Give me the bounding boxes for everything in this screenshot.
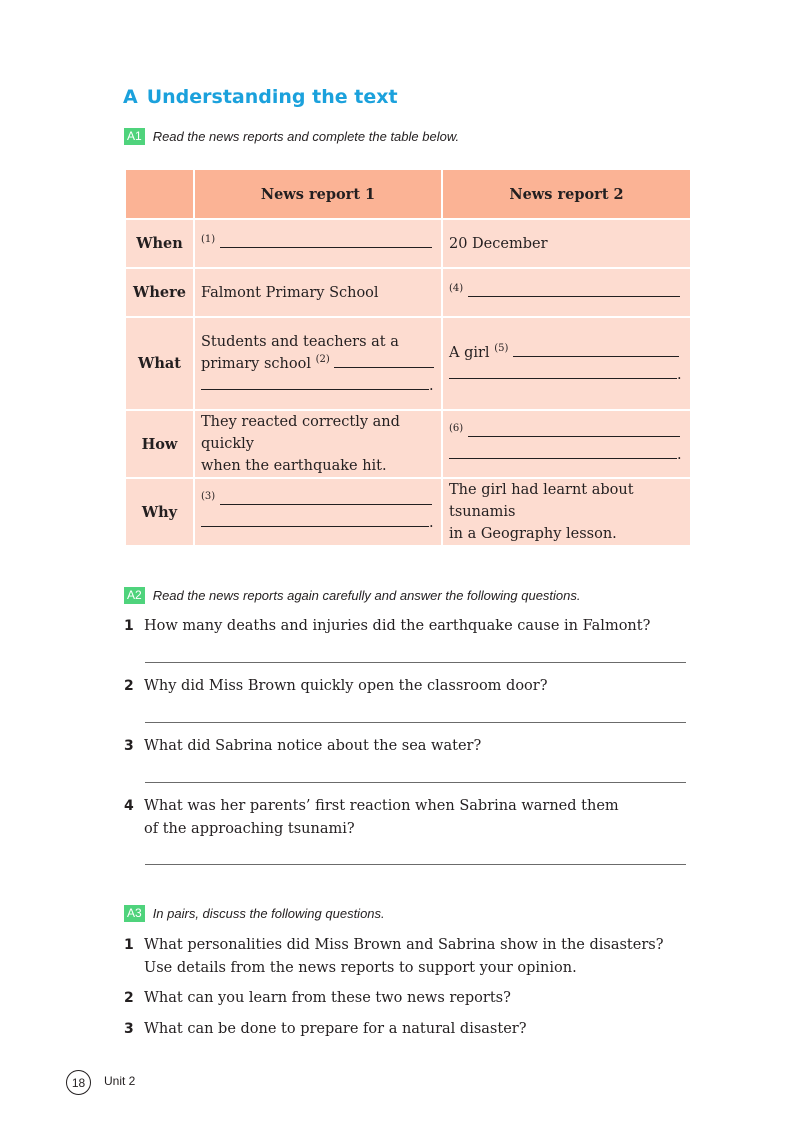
a3-question-3 bbox=[124, 1018, 694, 1041]
a1-badge: A1 bbox=[124, 128, 145, 145]
when-report-2: 20 December bbox=[442, 219, 691, 268]
how-report-1 bbox=[194, 410, 442, 478]
answer-line-q4[interactable] bbox=[145, 864, 686, 865]
a2-badge: A2 bbox=[124, 587, 145, 604]
table-row-how bbox=[125, 410, 691, 478]
what-r1-line2: primary school bbox=[201, 355, 311, 372]
a2-question-3 bbox=[124, 735, 694, 758]
what-report-2 bbox=[442, 317, 691, 410]
what-r1-period: . bbox=[429, 377, 434, 394]
a2-instruction-text: Read the news reports again carefully and answer the following questions. bbox=[152, 588, 581, 603]
why-r2-line2: in a Geography lesson. bbox=[449, 526, 617, 542]
table-row-when bbox=[125, 219, 691, 268]
blank-number-2: (2) bbox=[315, 353, 330, 365]
answer-blank-2b[interactable] bbox=[201, 375, 429, 390]
how-r1-line2: when the earthquake hit. bbox=[201, 458, 387, 474]
a3-question-1 bbox=[124, 934, 664, 980]
row-label-where: Where bbox=[125, 268, 194, 317]
a2-question-number: 3 bbox=[124, 738, 134, 754]
how-r1-line1: They reacted correctly and quickly bbox=[201, 414, 400, 452]
section-letter: A bbox=[123, 86, 138, 108]
answer-line-q1[interactable] bbox=[145, 662, 686, 663]
blank-number-4: (4) bbox=[449, 282, 464, 294]
answer-blank-3a[interactable] bbox=[220, 490, 432, 505]
row-label-when: When bbox=[125, 219, 194, 268]
a3-question-number: 1 bbox=[124, 937, 134, 953]
a2-question-text: How many deaths and injuries did the earthquake cause in Falmont? bbox=[144, 618, 651, 634]
a2-question-2 bbox=[124, 675, 694, 698]
what-r2-period: . bbox=[677, 366, 682, 383]
a3-instruction-text: In pairs, discuss the following questions. bbox=[152, 906, 385, 921]
a2-question-number: 2 bbox=[124, 678, 134, 694]
why-report-2 bbox=[442, 478, 691, 546]
why-r1-period: . bbox=[429, 515, 434, 531]
a3-question-number: 3 bbox=[124, 1021, 134, 1037]
a1-instruction bbox=[124, 127, 459, 146]
table-header-blank bbox=[125, 169, 194, 219]
section-title bbox=[123, 86, 398, 108]
unit-label: Unit 2 bbox=[104, 1074, 136, 1088]
table-row-why bbox=[125, 478, 691, 546]
a3-question-number: 2 bbox=[124, 990, 134, 1006]
what-r1-line1: Students and teachers at a bbox=[201, 333, 399, 350]
table-header-report-2: News report 2 bbox=[442, 169, 691, 219]
answer-blank-5b[interactable] bbox=[449, 364, 677, 379]
answer-line-q2[interactable] bbox=[145, 722, 686, 723]
a2-question-text: What did Sabrina notice about the sea water? bbox=[144, 738, 482, 754]
table-row-where bbox=[125, 268, 691, 317]
a2-question-4 bbox=[124, 795, 634, 841]
row-label-what: What bbox=[125, 317, 194, 410]
how-r2-period: . bbox=[677, 447, 682, 463]
section-title-text: Understanding the text bbox=[146, 86, 398, 108]
page-number bbox=[66, 1070, 91, 1095]
a3-instruction bbox=[124, 904, 385, 923]
where-report-2 bbox=[442, 268, 691, 317]
a1-instruction-text: Read the news reports and complete the table below. bbox=[152, 129, 460, 144]
answer-blank-3b[interactable] bbox=[201, 512, 429, 527]
answer-blank-5a[interactable] bbox=[513, 342, 679, 357]
blank-number-6: (6) bbox=[449, 423, 464, 434]
answer-blank-6b[interactable] bbox=[449, 444, 677, 459]
a2-question-text: Why did Miss Brown quickly open the classroom door? bbox=[144, 678, 548, 694]
answer-blank-4[interactable] bbox=[468, 282, 680, 297]
table-row-what bbox=[125, 317, 691, 410]
a3-question-2 bbox=[124, 987, 694, 1010]
blank-number-5: (5) bbox=[494, 342, 509, 354]
a3-question-text: What can be done to prepare for a natural disaster? bbox=[144, 1021, 527, 1037]
a3-badge: A3 bbox=[124, 905, 145, 922]
a3-question-text: What can you learn from these two news reports? bbox=[144, 990, 511, 1006]
a2-question-number: 4 bbox=[124, 798, 134, 814]
row-label-why: Why bbox=[125, 478, 194, 546]
blank-number-3: (3) bbox=[201, 491, 216, 502]
what-r2-prefix: A girl bbox=[449, 344, 490, 361]
why-report-1 bbox=[194, 478, 442, 546]
row-label-how: How bbox=[125, 410, 194, 478]
page-number-text: 18 bbox=[71, 1075, 86, 1090]
why-r2-line1: The girl had learnt about tsunamis bbox=[449, 482, 634, 520]
a3-question-text: What personalities did Miss Brown and Sabrina show in the disasters? Use details from the news reports to support your opinion. bbox=[144, 937, 664, 976]
a2-question-1 bbox=[124, 615, 694, 638]
table-header-report-1: News report 1 bbox=[194, 169, 442, 219]
answer-blank-1[interactable] bbox=[220, 233, 432, 248]
a2-instruction bbox=[124, 586, 581, 605]
answer-blank-2a[interactable] bbox=[334, 353, 434, 368]
a2-question-number: 1 bbox=[124, 618, 134, 634]
when-report-1 bbox=[194, 219, 442, 268]
a2-question-text: What was her parents’ first reaction when Sabrina warned them of the approaching tsunami? bbox=[144, 798, 619, 837]
how-report-2 bbox=[442, 410, 691, 478]
blank-number-1: (1) bbox=[201, 233, 216, 245]
answer-blank-6a[interactable] bbox=[468, 422, 680, 437]
answer-line-q3[interactable] bbox=[145, 782, 686, 783]
what-report-1 bbox=[194, 317, 442, 410]
where-report-1: Falmont Primary School bbox=[194, 268, 442, 317]
news-report-table bbox=[124, 168, 692, 547]
